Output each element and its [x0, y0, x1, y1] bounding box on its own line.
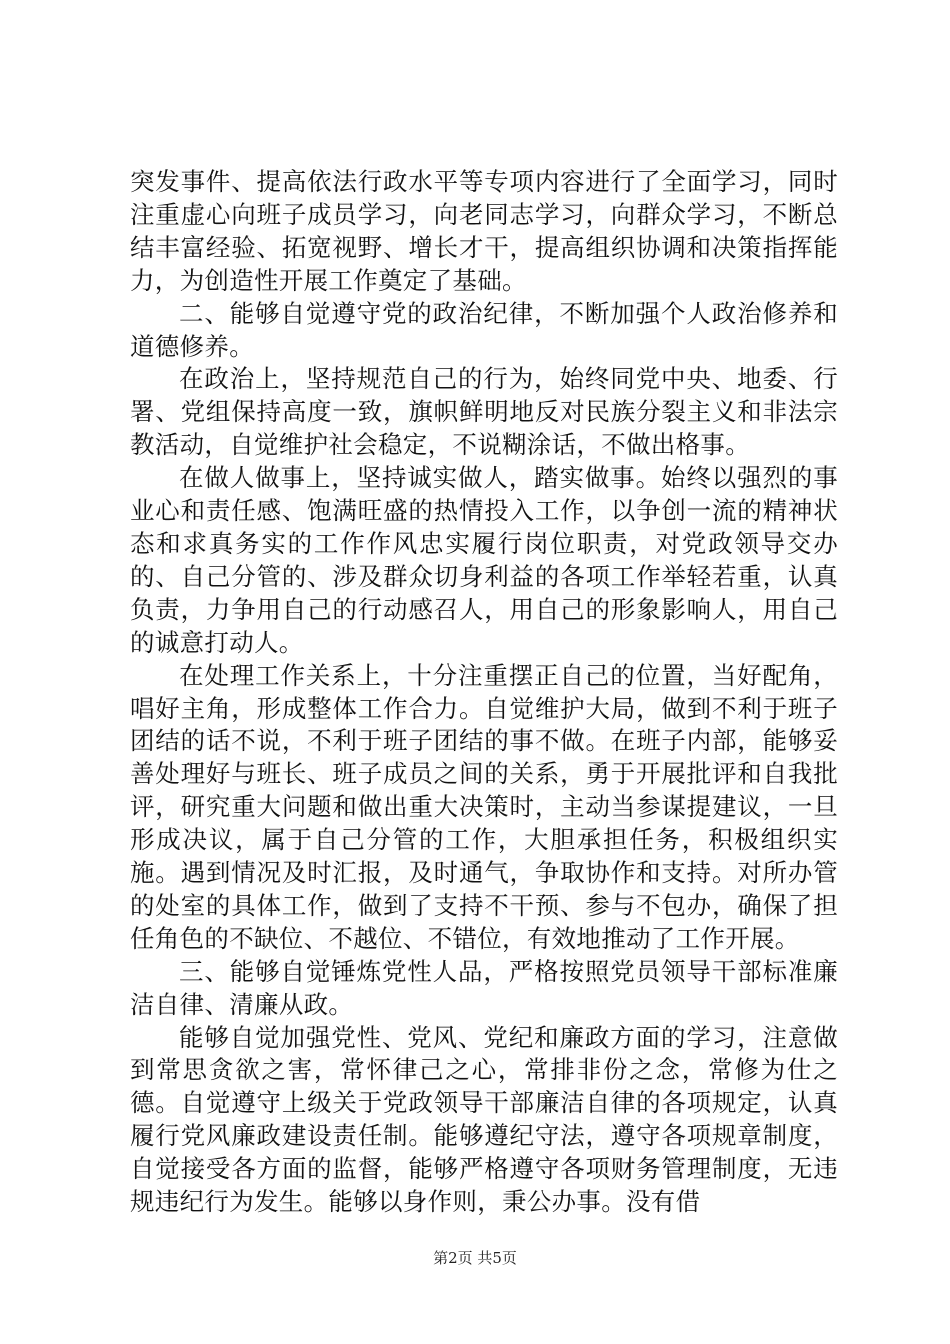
- page-number-footer: 第2页 共5页: [433, 1249, 517, 1267]
- section-heading-three: 三、能够自觉锤炼党性人品，严格按照党员领导干部标准廉洁自律、清廉从政。: [130, 956, 838, 1019]
- paragraph-politics: 在政治上，坚持规范自己的行为，始终同党中央、地委、行署、党组保持高度一致，旗帜鲜明地反对民族分裂主义和非法宗教活动，自觉维护社会稳定，不说糊涂话，不做出格事。: [130, 364, 838, 460]
- section-heading-two: 二、能够自觉遵守党的政治纪律，不断加强个人政治修养和道德修养。: [130, 298, 838, 361]
- paragraph-continued: 突发事件、提高依法行政水平等专项内容进行了全面学习，同时注重虚心向班子成员学习，向老同志学习，向群众学习，不断总结丰富经验、拓宽视野、增长才干，提高组织协调和决策指挥能力，为创造性开展工作奠定了基础。: [130, 167, 838, 295]
- paragraph-work-relations: 在处理工作关系上，十分注重摆正自己的位置，当好配角，唱好主角，形成整体工作合力。自觉维护大局，做到不利于班子团结的话不说，不利于班子团结的事不做。在班子内部，能够妥善处理好与班长、班子成员之间的关系，勇于开展批评和自我批评，研究重大问题和做出重大决策时，主动当参谋提建议，一旦形成决议，属于自己分管的工作，大胆承担任务，积极组织实施。遇到情况及时汇报，及时通气，争取协作和支持。对所办管的处室的具体工作，做到了支持不干预、参与不包办，确保了担任角色的不缺位、不越位、不错位，有效地推动了工作开展。: [130, 660, 838, 953]
- document-body: [130, 166, 838, 1219]
- paragraph-integrity: 能够自觉加强党性、党风、党纪和廉政方面的学习，注意做到常思贪欲之害，常怀律己之心，常排非份之念，常修为仕之德。自觉遵守上级关于党政领导干部廉洁自律的各项规定，认真履行党风廉政建设责任制。能够遵纪守法，遵守各项规章制度，自觉接受各方面的监督，能够严格遵守各项财务管理制度，无违规违纪行为发生。能够以身作则，秉公办事。没有借: [130, 1022, 838, 1217]
- paragraph-conduct: 在做人做事上，坚持诚实做人，踏实做事。始终以强烈的事业心和责任感、饱满旺盛的热情投入工作，以争创一流的精神状态和求真务实的工作作风忠实履行岗位职责，对党政领导交办的、自己分管的、涉及群众切身利益的各项工作举轻若重，认真负责，力争用自己的行动感召人，用自己的形象影响人，用自己的诚意打动人。: [130, 463, 838, 657]
